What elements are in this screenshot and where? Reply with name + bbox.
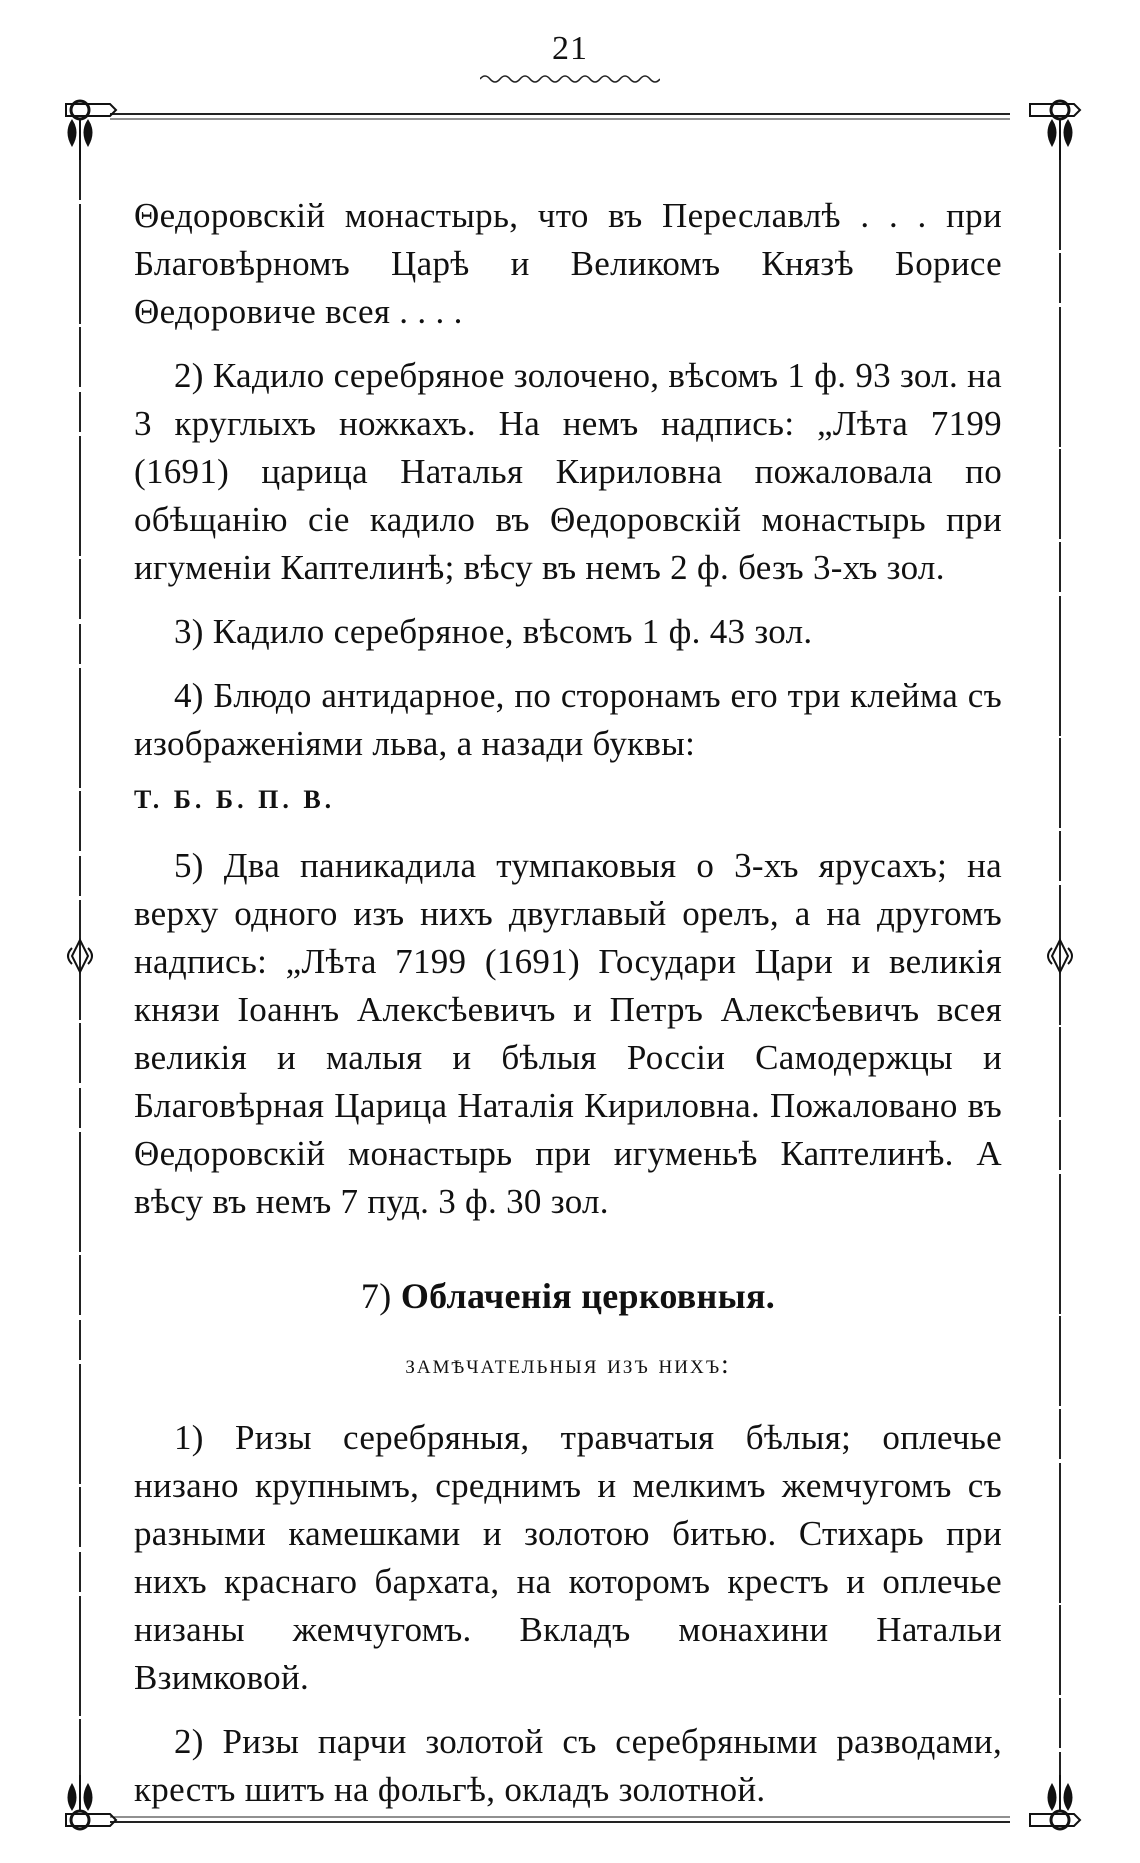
side-ornament-right <box>1048 940 1072 972</box>
section-title: Облаченія церковныя. <box>400 1276 776 1316</box>
paragraph-item-4: 4) Блюдо антидарное, по сторонамъ его три клейма съ изображеніями льва, а назади буквы: <box>134 676 1002 763</box>
paragraph-continuation: Θедоровскій монастырь, что въ Переславлѣ . . . при Благовѣрномъ Царѣ и Великомъ Князѣ Борисе Θедоровиче всея . . . . <box>134 196 1002 331</box>
paragraph-item-4-letters: Т. Б. Б. П. В. <box>134 785 336 814</box>
section-heading <box>134 1272 1002 1320</box>
page-number-underline-ornament <box>480 72 660 86</box>
paragraph-item-2: 2) Кадило серебряное золочено, вѣсомъ 1 ф. 93 зол. на 3 круглыхъ ножкахъ. На немъ надпись: „Лѣта 7199 (1691) царица Наталья Кириловна пожаловала по обѣщанію сіе кадило въ Θедоровскій монастырь при игуменіи Каптелинѣ; вѣсу въ немъ 2 ф. безъ 3-хъ зол. <box>134 356 1002 587</box>
paragraph-item-5: 5) Два паникадила тумпаковыя о 3-хъ ярусахъ; на верху одного изъ нихъ двуглавый орелъ, а на другомъ надпись: „Лѣта 7199 (1691) Государи Цари и великія князи Іоаннъ Алексѣевичъ и Петръ Алексѣевичъ всея великія и малыя и бѣлыя Россіи Самодержцы и Благовѣрная Царица Наталія Кириловна. Пожаловано въ Θедоровскій монастырь при игуменьѣ Каптелинѣ. А вѣсу въ немъ 7 пуд. 3 ф. 30 зол. <box>134 846 1002 1221</box>
side-ornament-left <box>68 940 92 972</box>
corner-ornament-top-right <box>1030 101 1080 160</box>
corner-ornament-bottom-right <box>1030 1775 1080 1829</box>
corner-ornament-top-left <box>66 101 116 160</box>
corner-ornament-bottom-left <box>66 1775 116 1829</box>
paragraph-item-3: 3) Кадило серебряное, вѣсомъ 1 ф. 43 зол. <box>174 612 813 651</box>
section-subheading: замѣчательныя изъ нихъ: <box>405 1349 731 1379</box>
page-number: 21 <box>552 30 588 67</box>
vestment-item-2: 2) Ризы парчи золотой съ серебряными разводами, крестъ шитъ на фольгѣ, окладъ золотной. <box>134 1722 1002 1809</box>
page-body <box>134 192 1002 1830</box>
section-number: 7) <box>360 1276 392 1316</box>
vestment-item-1: 1) Ризы серебряныя, травчатыя бѣлыя; оплечье низано крупнымъ, среднимъ и мелкимъ жемчугомъ съ разными камешками и золотою битью. Стихарь при нихъ краснаго бархата, на которомъ крестъ и оплечье низаны жемчугомъ. Вкладъ монахини Натальи Взимковой. <box>134 1418 1002 1697</box>
